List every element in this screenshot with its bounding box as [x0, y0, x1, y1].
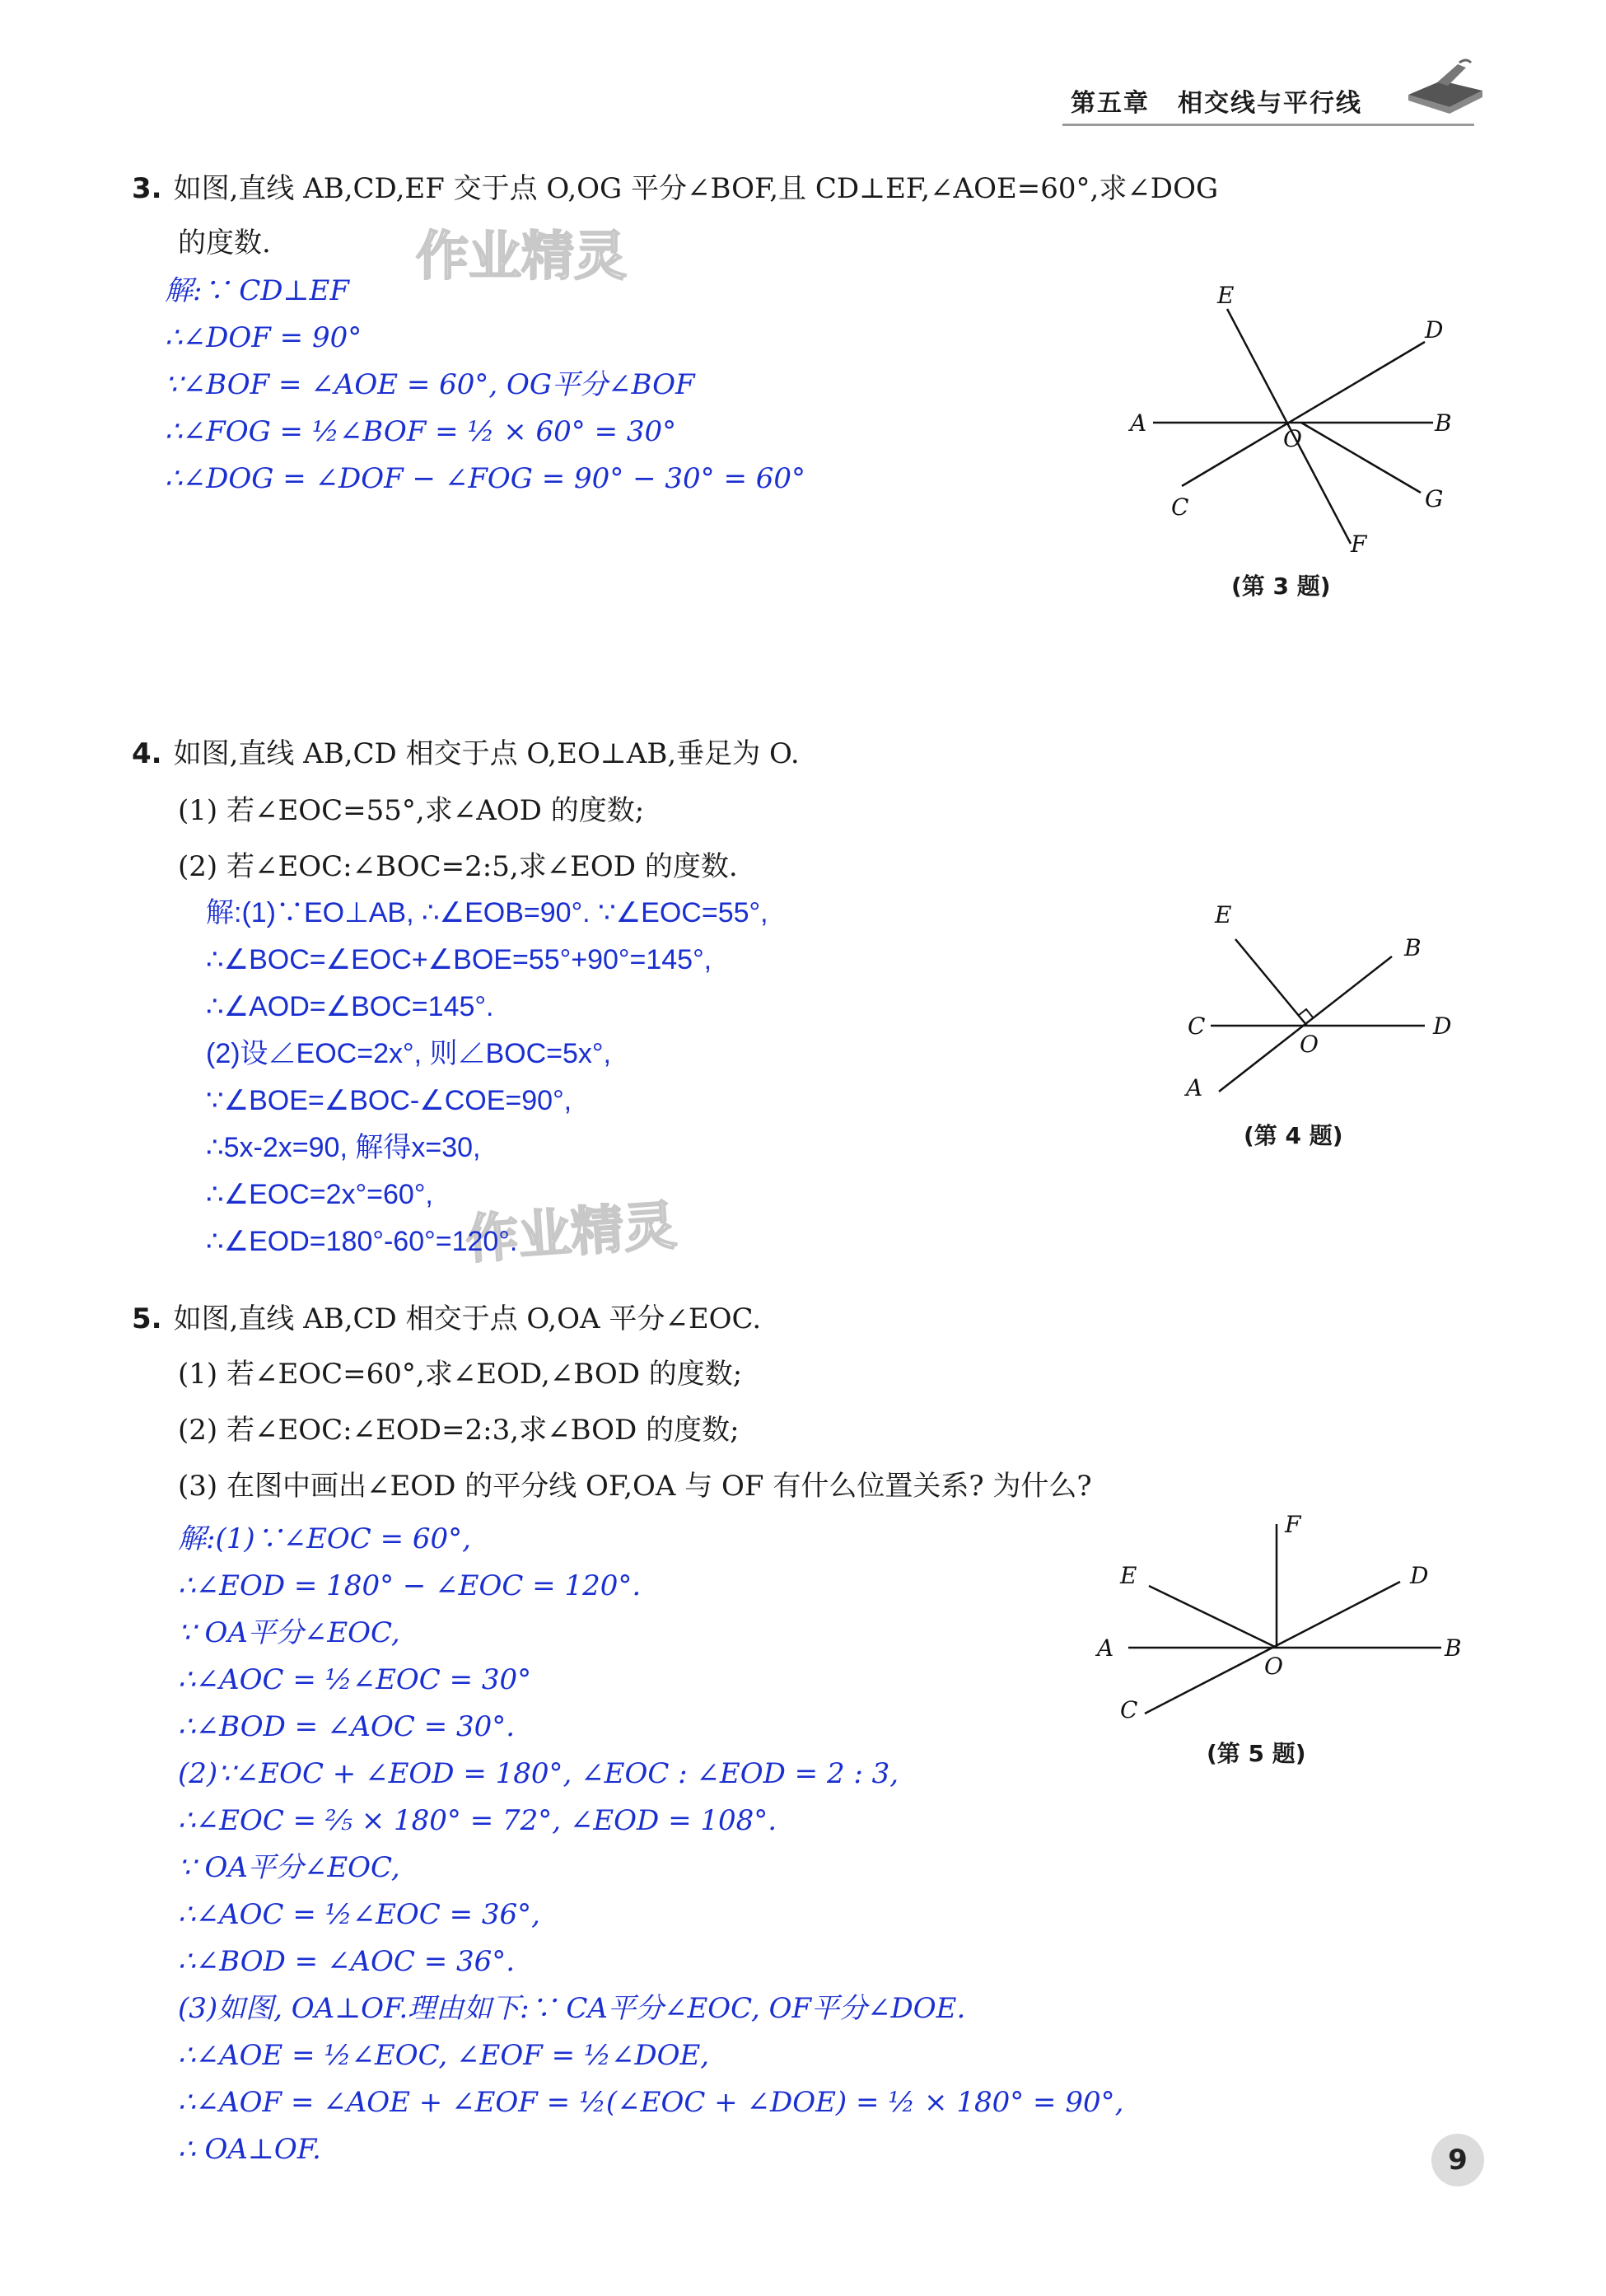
answer-line: 解:(1)∵EO⊥AB, ∴∠EOB=90°. ∵∠EOC=55°, [206, 897, 768, 928]
answer-line: ∴∠EOD = 180° − ∠EOC = 120°. [178, 1569, 642, 1602]
answer-line: 解:(1)∵∠EOC = 60°, [178, 1522, 471, 1555]
answer-line: (2)∵∠EOC + ∠EOD = 180°, ∠EOC : ∠EOD = 2 : 3, [178, 1757, 899, 1790]
question-text: 如图,直线 AB,CD,EF 交于点 O,OG 平分∠BOF,且 CD⊥EF,∠AOE=60°,求∠DOG [173, 172, 1219, 205]
answer-line: ∴∠AOC = ½∠EOC = 36°, [178, 1898, 540, 1931]
figure-caption: (第 5 题) [1207, 1740, 1306, 1767]
label-B: B [1435, 409, 1452, 437]
q3-answer [165, 268, 805, 503]
label-B: B [1445, 1634, 1462, 1662]
label-C: C [1120, 1696, 1138, 1723]
chapter-header [1071, 82, 1390, 119]
label-O: O [1283, 425, 1302, 452]
answer-line: ∴∠BOD = ∠AOC = 30°. [178, 1710, 516, 1743]
answer-line: ∴∠DOF = 90° [165, 321, 362, 354]
chapter-title: 相交线与平行线 [1178, 89, 1362, 118]
answer-line: ∴∠AOE = ½∠EOC, ∠EOF = ½∠DOE, [178, 2039, 710, 2072]
label-E: E [1215, 901, 1232, 928]
question-part: (2) 若∠EOC:∠BOC=2:5,求∠EOD 的度数. [178, 850, 738, 883]
label-B: B [1404, 934, 1422, 961]
figure-q4 [1178, 894, 1474, 1108]
question-number: 3. [132, 172, 162, 205]
answer-line: ∴∠EOC = ⅖ × 180° = 72°, ∠EOD = 108°. [178, 1804, 777, 1837]
answer-line: ∴∠FOG = ½∠BOF = ½ × 60° = 30° [165, 415, 677, 448]
answer-line: ∴∠EOD=180°-60°=120°. [206, 1226, 518, 1257]
answer-line: ∵∠BOE=∠BOC-∠COE=90°, [206, 1085, 572, 1116]
question-text: 如图,直线 AB,CD 相交于点 O,EO⊥AB,垂足为 O. [173, 737, 800, 770]
answer-line: ∴∠BOC=∠EOC+∠BOE=55°+90°=145°, [206, 944, 712, 975]
page-number: 9 [1431, 2134, 1484, 2186]
question-part: (3) 在图中画出∠EOD 的平分线 OF,OA 与 OF 有什么位置关系? 为什么? [178, 1470, 1092, 1503]
label-A: A [1186, 1074, 1203, 1101]
question-text: 如图,直线 AB,CD 相交于点 O,OA 平分∠EOC. [173, 1302, 762, 1335]
question-part: (2) 若∠EOC:∠EOD=2:3,求∠BOD 的度数; [178, 1414, 740, 1447]
question-number: 4. [132, 737, 162, 770]
question-3 [132, 161, 1218, 216]
answer-line: ∴∠AOC = ½∠EOC = 30° [178, 1663, 532, 1696]
question-4 [132, 727, 800, 781]
figure-q5 [1087, 1508, 1474, 1747]
question-text-cont: 的度数. [178, 227, 271, 260]
label-D: D [1425, 316, 1444, 344]
answer-line: ∴∠BOD = ∠AOC = 36°. [178, 1945, 516, 1978]
chapter-number: 第五章 [1071, 89, 1150, 118]
answer-line: (2)设∠EOC=2x°, 则∠BOC=5x°, [206, 1038, 611, 1069]
question-part: (1) 若∠EOC=55°,求∠AOD 的度数; [178, 794, 645, 827]
label-G: G [1425, 485, 1444, 512]
figure-caption: (第 4 题) [1244, 1122, 1343, 1149]
question-part: (1) 若∠EOC=60°,求∠EOD,∠BOD 的度数; [178, 1358, 743, 1391]
label-F: F [1351, 531, 1367, 558]
q5-parts [178, 1346, 1092, 1514]
q4-parts [178, 783, 738, 895]
answer-line: ∴∠EOC=2x°=60°, [206, 1179, 433, 1210]
answer-line: ∴∠DOG = ∠DOF − ∠FOG = 90° − 30° = 60° [165, 462, 806, 495]
label-D: D [1433, 1012, 1452, 1040]
figure-q3 [1112, 272, 1482, 568]
watermark: 作业精灵 [416, 227, 627, 288]
answer-line: ∵ OA平分∠EOC, [178, 1851, 400, 1884]
answer-line: 解:∵ CD⊥EF [165, 274, 349, 307]
header-rule [1062, 124, 1474, 126]
label-O: O [1264, 1653, 1283, 1680]
label-C: C [1171, 493, 1189, 521]
label-A: A [1097, 1634, 1114, 1662]
label-E: E [1217, 282, 1235, 309]
q5-answer [178, 1516, 1123, 2173]
question-number: 5. [132, 1302, 162, 1335]
figure-caption: (第 3 题) [1231, 573, 1331, 600]
question-5 [132, 1292, 761, 1346]
answer-line: ∴∠AOD=∠BOC=145°. [206, 991, 494, 1022]
answer-line: ∴∠AOF = ∠AOE + ∠EOF = ½(∠EOC + ∠DOE) = ½ × 180° = 90°, [178, 2086, 1124, 2119]
answer-line: ∴ OA⊥OF. [178, 2133, 321, 2166]
label-E: E [1120, 1562, 1137, 1589]
label-O: O [1300, 1031, 1319, 1058]
label-F: F [1285, 1511, 1301, 1538]
watermark: 作业精灵 [464, 1195, 679, 1271]
answer-line: (3)如图, OA⊥OF.理由如下:∵ CA平分∠EOC, OF平分∠DOE. [178, 1992, 966, 2025]
answer-line: ∵∠BOF = ∠AOE = 60°, OG平分∠BOF [165, 368, 695, 401]
answer-line: ∴5x-2x=90, 解得x=30, [206, 1132, 481, 1163]
books-icon [1400, 58, 1491, 124]
label-C: C [1188, 1012, 1206, 1040]
label-A: A [1130, 409, 1147, 437]
answer-line: ∵ OA平分∠EOC, [178, 1616, 400, 1649]
label-D: D [1410, 1562, 1429, 1589]
q4-answer [206, 890, 768, 1265]
